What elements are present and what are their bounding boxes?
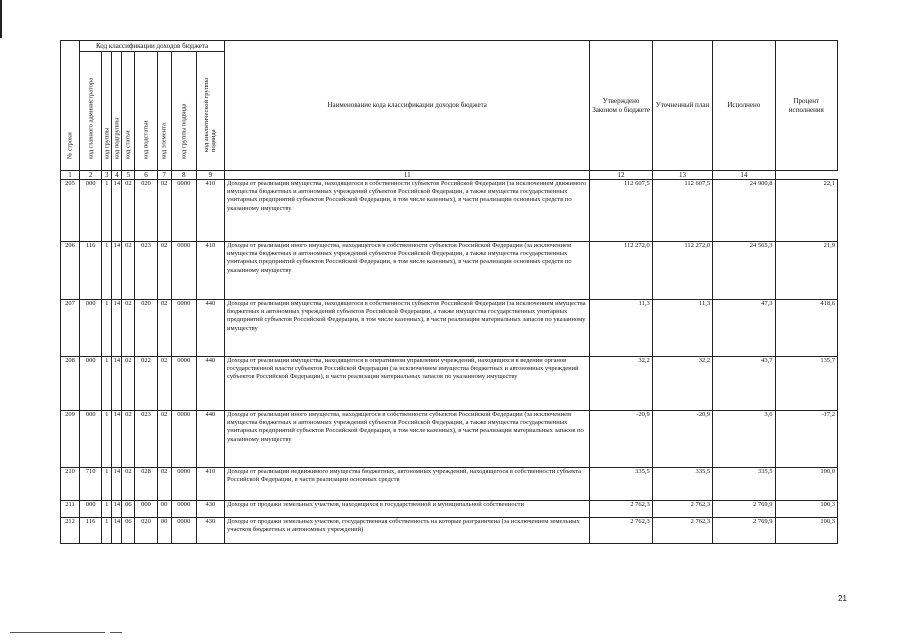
refined-amount: -20,9 [652,411,712,468]
code-subarticle: 028 [135,468,157,501]
code-group: 1 [102,300,112,357]
page-number: 21 [838,594,847,603]
executed-amount: 47,3 [713,300,775,357]
execution-percent: 100,0 [775,468,837,501]
code-article: 02 [122,411,135,468]
execution-percent: 22,1 [775,180,837,242]
col-number: 2 [80,171,102,180]
header-code-article: код статьи [122,52,135,171]
code-analytic-group: 430 [196,501,224,518]
row-number: 211 [61,501,80,518]
table-row [61,180,838,242]
code-article: 02 [122,300,135,357]
approved-amount: 11,3 [590,300,652,357]
code-subtype-group: 0000 [171,411,196,468]
code-subgroup: 14 [112,242,122,300]
code-admin: 710 [80,468,102,501]
code-article: 02 [122,468,135,501]
code-group: 1 [102,411,112,468]
row-description: Доходы от реализации имущества, находящегося в оперативном управлении учреждений, находящихся в ведении органов государственной власти субъектов Российской Федерации (за исключением имущества бюджетных и автономных учреждений субъектов Российской Федерации), в части реализации материальных запасов по указанному имуществу [225,357,590,411]
header-code-subtype-group: код группы подвида [171,52,196,171]
code-group: 1 [102,468,112,501]
refined-amount: 112 607,5 [652,180,712,242]
code-subgroup: 14 [112,300,122,357]
code-group: 1 [102,242,112,300]
row-description: Доходы от реализации иного имущества, находящегося в собственности субъектов Российской Федерации (за исключением имущества бюджетных и автономных учреждений субъектов Российской Федерации, а также имущества государственных унитарных предприятий субъектов Российской Федерации, в том числе казенных), в части реализации материальных запасов по указанному имуществу [225,411,590,468]
row-number: 207 [61,300,80,357]
code-subgroup: 14 [112,501,122,518]
approved-amount: -20,9 [590,411,652,468]
header-percent: Процент исполнения [775,41,837,171]
code-admin: 116 [80,518,102,544]
header-code-element: код элемента [157,52,171,171]
header-code-analytic-group: код аналитической группы подвида [196,52,224,171]
footer-rule [10,632,105,633]
code-analytic-group: 440 [196,357,224,411]
code-subtype-group: 0000 [171,180,196,242]
executed-amount: 2 769,9 [713,518,775,544]
approved-amount: 112 272,0 [590,242,652,300]
code-subgroup: 14 [112,518,122,544]
header-refined: Уточненный план [652,41,712,171]
code-analytic-group: 440 [196,300,224,357]
approved-amount: 335,5 [590,468,652,501]
approved-amount: 32,2 [590,357,652,411]
table-row [61,518,838,544]
col-number: 6 [135,171,157,180]
code-analytic-group: 410 [196,468,224,501]
code-subtype-group: 0000 [171,468,196,501]
row-description: Доходы от продажи земельных участков, государственная собственность на которые разграничена (за исключением земельных участков бюджетных и автономных учреждений) [225,518,590,544]
refined-amount: 335,5 [652,468,712,501]
table-row [61,357,838,411]
row-number: 208 [61,357,80,411]
code-article: 02 [122,180,135,242]
col-number: 3 [102,171,112,180]
refined-amount: 2 762,3 [652,518,712,544]
row-number: 209 [61,411,80,468]
execution-percent: 135,7 [775,357,837,411]
code-admin: 000 [80,357,102,411]
executed-amount: 335,5 [713,468,775,501]
code-subgroup: 14 [112,180,122,242]
code-subtype-group: 0000 [171,518,196,544]
code-admin: 116 [80,242,102,300]
code-article: 06 [122,518,135,544]
code-element: 00 [157,501,171,518]
code-element: 02 [157,242,171,300]
header-code-subarticle: код подстатьи [135,52,157,171]
table-row [61,468,838,501]
refined-amount: 11,3 [652,300,712,357]
code-subarticle: 020 [135,180,157,242]
code-analytic-group: 440 [196,411,224,468]
code-group: 1 [102,180,112,242]
code-subarticle: 023 [135,242,157,300]
table-row [61,411,838,468]
code-group: 1 [102,357,112,411]
budget-revenue-table [60,40,838,544]
refined-amount: 32,2 [652,357,712,411]
row-number: 210 [61,468,80,501]
header-executed: Исполнено [713,41,775,171]
col-number: 1 [61,171,80,180]
executed-amount: 3,6 [713,411,775,468]
execution-percent: -17,2 [775,411,837,468]
executed-amount: 43,7 [713,357,775,411]
code-subtype-group: 0000 [171,242,196,300]
col-number: 5 [122,171,135,180]
code-analytic-group: 430 [196,518,224,544]
code-analytic-group: 410 [196,242,224,300]
scan-edge-mark [0,0,2,38]
refined-amount: 2 762,3 [652,501,712,518]
row-description: Доходы от продажи земельных участков, находящихся в государственной и муниципальной собственности [225,501,590,518]
executed-amount: 2 769,9 [713,501,775,518]
header-code-group: код группы [102,52,112,171]
code-article: 02 [122,357,135,411]
code-subtype-group: 0000 [171,501,196,518]
header-approved: Утверждено Законом о бюджете [590,41,652,171]
code-article: 06 [122,501,135,518]
code-element: 02 [157,468,171,501]
col-number: 7 [157,171,171,180]
code-admin: 000 [80,411,102,468]
col-number: 9 [196,171,224,180]
col-number: 12 [590,171,652,180]
code-subtype-group: 0000 [171,357,196,411]
code-subtype-group: 0000 [171,300,196,357]
execution-percent: 21,9 [775,242,837,300]
col-number: 4 [112,171,122,180]
header-code-admin: код главного администратора [80,52,102,171]
executed-amount: 24 565,3 [713,242,775,300]
approved-amount: 2 762,3 [590,501,652,518]
code-group: 1 [102,501,112,518]
code-subarticle: 022 [135,357,157,411]
code-subarticle: 023 [135,411,157,468]
code-subgroup: 14 [112,411,122,468]
column-number-row [61,171,838,180]
code-subarticle: 020 [135,518,157,544]
executed-amount: 24 900,8 [713,180,775,242]
col-number: 11 [225,171,590,180]
refined-amount: 112 272,0 [652,242,712,300]
col-number: 13 [652,171,712,180]
code-element: 02 [157,357,171,411]
row-description: Доходы от реализации имущества, находящегося в собственности субъектов Российской Федерации (за исключением движимого имущества бюджетных и автономных учреждений субъектов Российской Федерации, а также имущества государственных унитарных предприятий субъектов Российской Федерации, в том числе казенных), в части реализации основных средств по указанному имуществу [225,180,590,242]
code-subgroup: 14 [112,468,122,501]
code-admin: 000 [80,180,102,242]
row-number: 212 [61,518,80,544]
code-article: 02 [122,242,135,300]
col-number: 14 [713,171,775,180]
code-subarticle: 020 [135,300,157,357]
header-code-subgroup: код подгруппы [112,52,122,171]
table-row [61,242,838,300]
code-element: 02 [157,300,171,357]
execution-percent: 418,6 [775,300,837,357]
code-subarticle: 000 [135,501,157,518]
code-element: 02 [157,411,171,468]
row-description: Доходы от реализации имущества, находящегося в собственности субъектов Российской Федерации (за исключением имущества бюджетных и автономных учреждений субъектов Российской Федерации, а также имущества государственных унитарных предприятий субъектов Российской Федерации, в том числе казенных), в части реализации материальных запасов по указанному имуществу [225,300,590,357]
code-subgroup: 14 [112,357,122,411]
header-row-no: № строки [61,41,80,171]
approved-amount: 2 762,3 [590,518,652,544]
code-analytic-group: 410 [196,180,224,242]
col-number: 8 [171,171,196,180]
approved-amount: 112 607,5 [590,180,652,242]
row-number: 206 [61,242,80,300]
row-description: Доходы от реализации недвижимого имущества бюджетных, автономных учреждений, находящегося в собственности субъекта Российской Федерации, в части реализации основных средств [225,468,590,501]
table-row [61,501,838,518]
execution-percent: 100,3 [775,518,837,544]
row-description: Доходы от реализации иного имущества, находящегося в собственности субъектов Российской Федерации (за исключением имущества бюджетных и автономных учреждений субъектов Российской Федерации, а также имущества государственных унитарных предприятий субъектов Российской Федерации, в том числе казенных), в части реализации основных средств по указанному имуществу [225,242,590,300]
footer-rule-dash [110,632,122,633]
code-element: 02 [157,180,171,242]
header-codes-group: Код классификации доходов бюджета [80,41,225,52]
row-number: 205 [61,180,80,242]
code-admin: 000 [80,501,102,518]
header-name-col: Наименование кода классификации доходов бюджета [225,41,590,171]
code-admin: 000 [80,300,102,357]
execution-percent: 100,3 [775,501,837,518]
code-group: 1 [102,518,112,544]
code-element: 00 [157,518,171,544]
table-row [61,300,838,357]
